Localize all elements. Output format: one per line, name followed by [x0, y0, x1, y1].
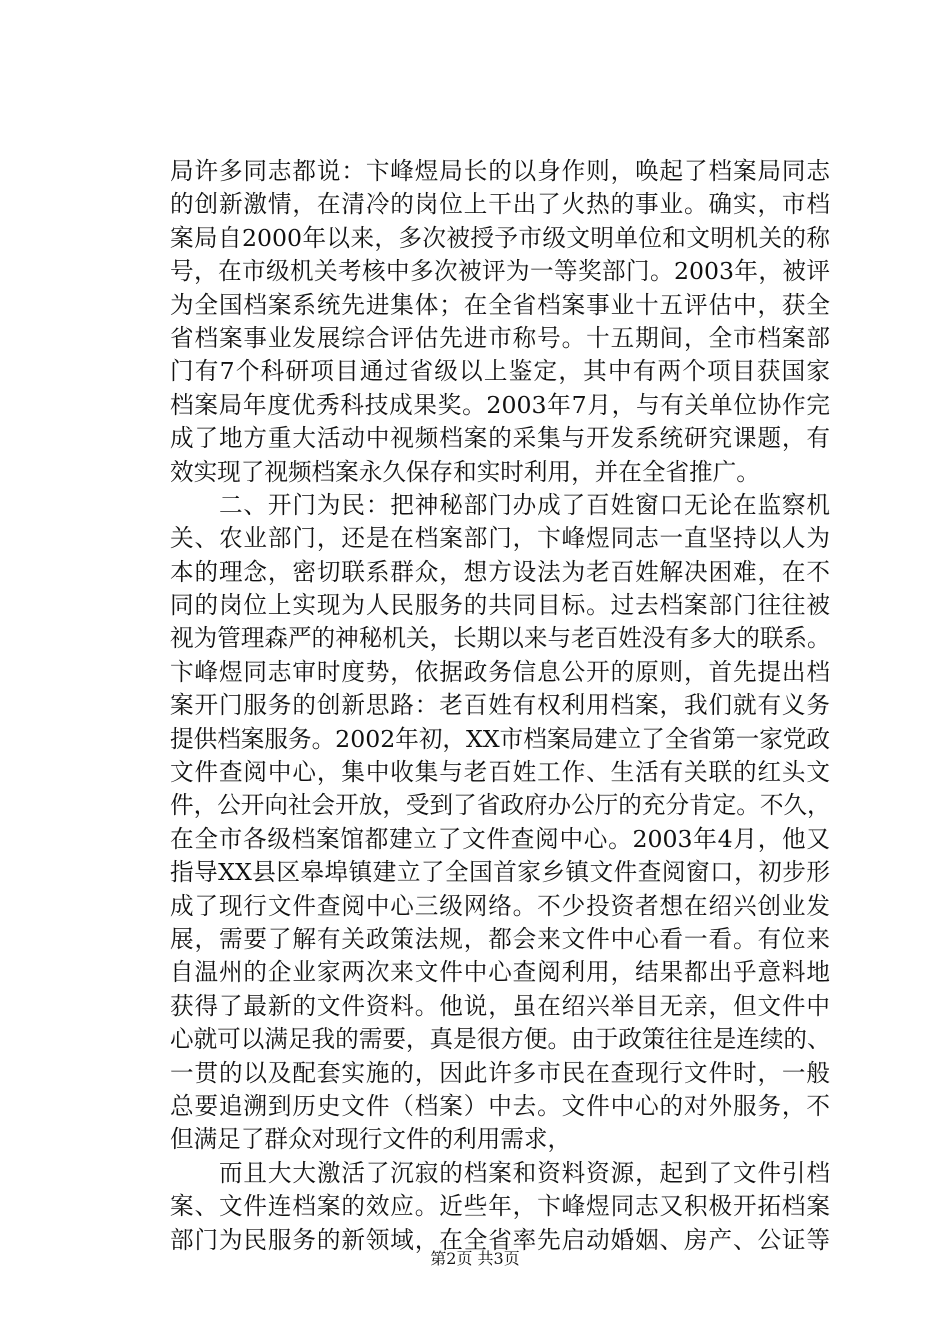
text-line: 本的理念，密切联系群众，想方设法为老百姓解决困难，在不 [170, 557, 830, 586]
text-line: 展，需要了解有关政策法规，都会来文件中心看一看。有位来 [170, 924, 830, 953]
page-footer: 第2页 共3页 [430, 1249, 520, 1268]
text-line: 省档案事业发展综合评估先进市称号。十五期间，全市档案部 [170, 323, 830, 352]
text-line: 局许多同志都说：卞峰煜局长的以身作则，唤起了档案局同志 [170, 157, 830, 185]
text-line: 指导XX县区皋埠镇建立了全国首家乡镇文件查阅窗口，初步形 [170, 858, 830, 887]
text-line: 件，公开向社会开放，受到了省政府办公厅的充分肯定。不久， [170, 791, 831, 820]
text-line: 在全市各级档案馆都建立了文件查阅中心。2003年4月，他又 [170, 824, 830, 853]
text-line: 效实现了视频档案永久保存和实时利用，并在全省推广。 [170, 457, 760, 486]
text-line: 文件查阅中心，集中收集与老百姓工作、生活有关联的红头文 [170, 758, 830, 787]
text-line: 部门为民服务的新领域，在全省率先启动婚姻、房产、公证等 [170, 1225, 830, 1254]
text-line: 案、文件连档案的效应。近些年，卞峰煜同志又积极开拓档案 [170, 1192, 830, 1221]
text-line: 号，在市级机关考核中多次被评为一等奖部门。2003年，被评 [170, 257, 830, 286]
text-line: 案局自2000年以来，多次被授予市级文明单位和文明机关的称 [170, 223, 830, 252]
text-line: 卞峰煜同志审时度势，依据政务信息公开的原则，首先提出档 [170, 657, 830, 686]
text-line: 成了现行文件查阅中心三级网络。不少投资者想在绍兴创业发 [170, 891, 830, 920]
document-body [170, 155, 830, 1257]
text-line: 获得了最新的文件资料。他说，虽在绍兴举目无亲，但文件中 [170, 991, 830, 1020]
text-line: 视为管理森严的神秘机关，长期以来与老百姓没有多大的联系。 [170, 624, 831, 653]
text-line: 关、农业部门，还是在档案部门，卞峰煜同志一直坚持以人为 [170, 524, 830, 553]
text-line: 门有7个科研项目通过省级以上鉴定，其中有两个项目获国家 [170, 357, 830, 386]
text-line: 为全国档案系统先进集体；在全省档案事业十五评估中，获全 [170, 290, 830, 319]
text-line: 案开门服务的创新思路：老百姓有权利用档案，我们就有义务 [170, 691, 830, 720]
text-line: 提供档案服务。2002年初，XX市档案局建立了全省第一家党政 [170, 724, 830, 753]
text-line: 总要追溯到历史文件（档案）中去。文件中心的对外服务，不 [170, 1091, 830, 1120]
text-line: 档案局年度优秀科技成果奖。2003年7月，与有关单位协作完 [170, 390, 830, 419]
text-line: 心就可以满足我的需要，真是很方便。由于政策往往是连续的、 [170, 1025, 831, 1054]
text-line: 同的岗位上实现为人民服务的共同目标。过去档案部门往往被 [170, 591, 830, 620]
text-line: 自温州的企业家两次来文件中心查阅利用，结果都出乎意料地 [170, 958, 830, 987]
text-line: 一贯的以及配套实施的，因此许多市民在查现行文件时，一般 [170, 1058, 830, 1087]
text-line: 但满足了群众对现行文件的利用需求， [170, 1125, 572, 1154]
text-line: 二、开门为民：把神秘部门办成了百姓窗口无论在监察机 [170, 490, 830, 519]
text-line: 的创新激情，在清冷的岗位上干出了火热的事业。确实，市档 [170, 190, 830, 219]
text-line: 成了地方重大活动中视频档案的采集与开发系统研究课题，有 [170, 424, 830, 453]
text-line: 而且大大激活了沉寂的档案和资料资源，起到了文件引档 [170, 1158, 830, 1187]
